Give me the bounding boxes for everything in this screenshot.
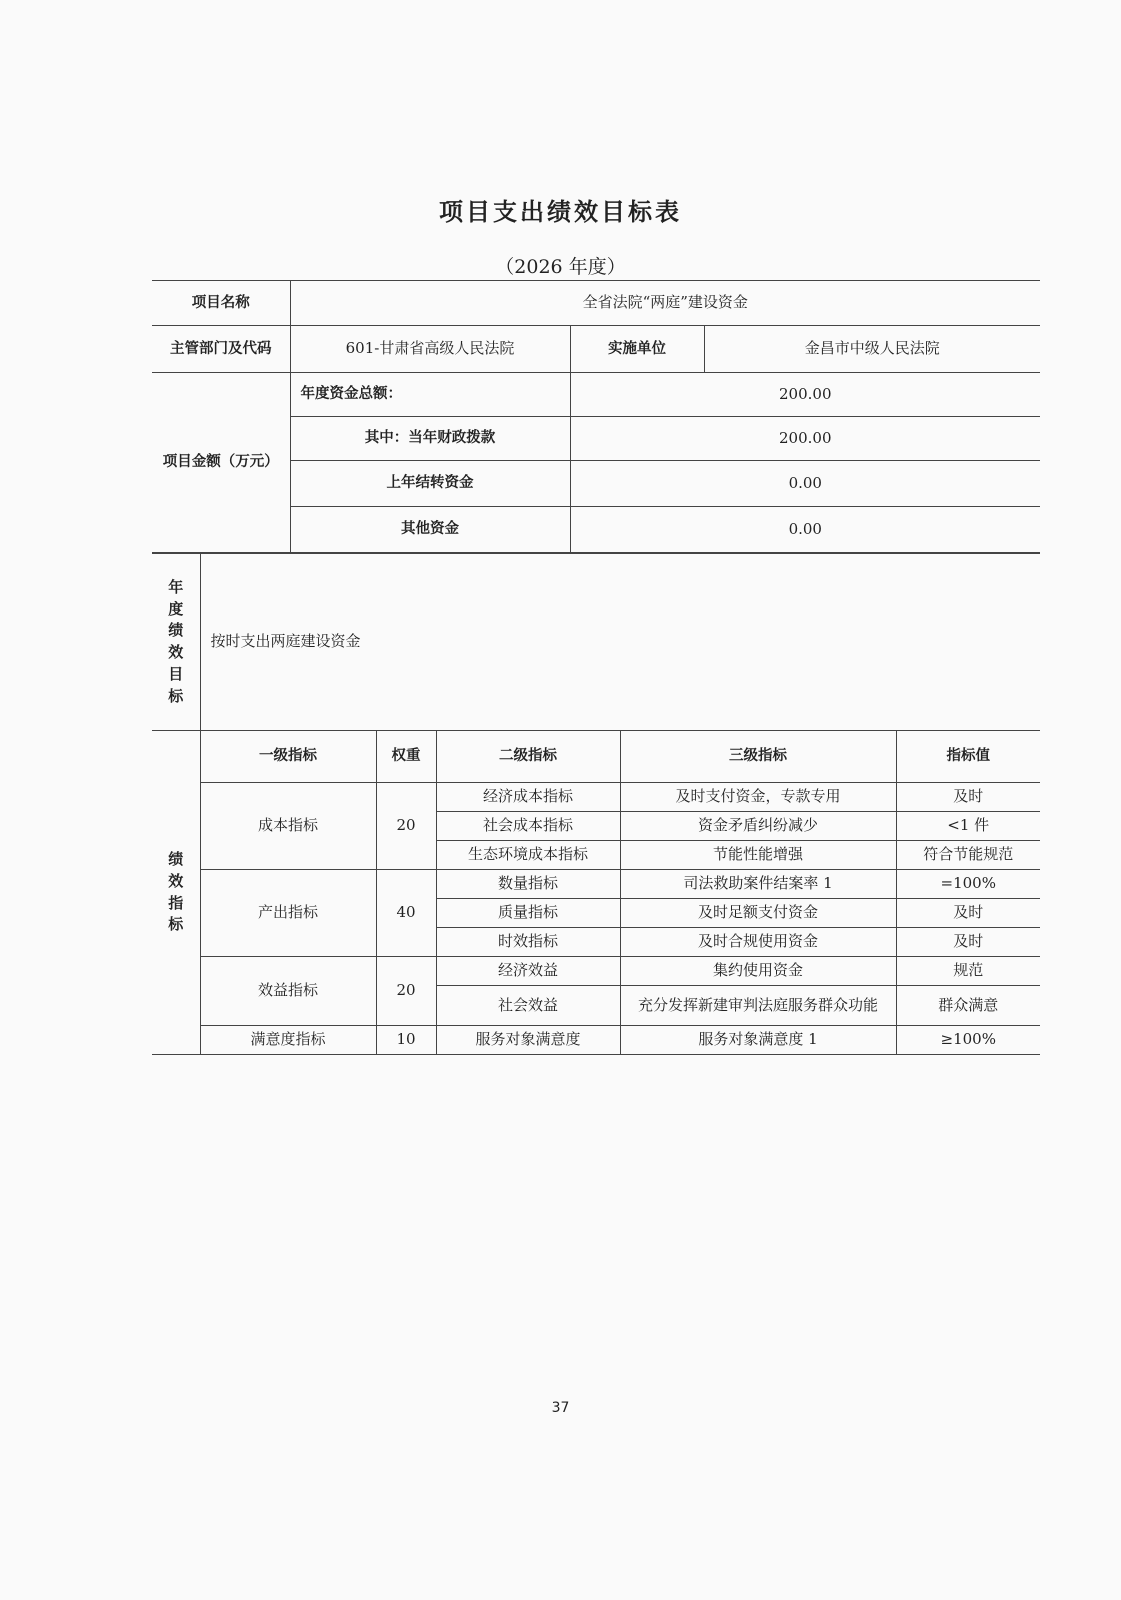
kpi-value: ≥100% [896,1026,1040,1055]
kpi-side-label-char: 绩 [168,850,184,868]
annual-goal-label-char: 效 [168,643,184,661]
kpi-header-cell: 一级指标 [200,731,376,783]
kpi-row [152,870,1040,899]
kpi-level3: 集约使用资金 [620,957,896,986]
kpi-value: 规范 [896,957,1040,986]
kpi-level2: 社会成本指标 [436,812,620,841]
annual-goal-label-text [156,577,196,708]
amount-carryover-label: 上年结转资金 [290,461,570,507]
amount-carryover-value: 0.00 [570,461,1040,507]
kpi-level3: 节能性能增强 [620,841,896,870]
amount-label: 项目金额（万元） [152,373,290,553]
amount-fiscal-label: 其中：当年财政拨款 [290,417,570,461]
impl-label: 实施单位 [570,326,704,373]
page-number: 37 [551,1400,570,1416]
annual-goal-label-char: 度 [168,599,184,618]
kpi-level3: 资金矛盾纠纷减少 [620,812,896,841]
kpi-level2: 服务对象满意度 [436,1026,620,1055]
kpi-level2: 经济效益 [436,957,620,986]
kpi-level2: 经济成本指标 [436,783,620,812]
amount-total-label: 年度资金总额： [290,373,570,417]
kpi-level3: 充分发挥新建审判法庭服务群众功能 [620,986,896,1026]
project-info-table [152,280,1040,553]
amount-total-value: 200.00 [570,373,1040,417]
page-title: 项目支出绩效目标表 [439,198,682,226]
amount-fiscal-value: 200.00 [570,417,1040,461]
kpi-side-label-char: 效 [168,871,184,890]
kpi-value: 及时 [896,783,1040,812]
kpi-level2: 数量指标 [436,870,620,899]
annual-goal-label-char: 年 [168,577,184,596]
kpi-level1: 满意度指标 [200,1026,376,1055]
kpi-level1: 产出指标 [200,870,376,957]
annual-goal-label-char: 标 [168,686,184,705]
kpi-side-label [152,731,200,1055]
year-subtitle: （2026 年度） [495,256,626,278]
kpi-level1: 效益指标 [200,957,376,1026]
kpi-value: =100% [896,870,1040,899]
kpi-level3: 服务对象满意度 1 [620,1026,896,1055]
dept-label: 主管部门及代码 [152,326,290,373]
kpi-value: 群众满意 [896,986,1040,1026]
project-name-label: 项目名称 [152,281,290,326]
annual-goal-table [152,553,1040,731]
impl-value: 金昌市中级人民法院 [704,326,1040,373]
kpi-header-cell: 二级指标 [436,731,620,783]
annual-goal-text: 按时支出两庭建设资金 [200,554,1040,731]
kpi-value: 及时 [896,899,1040,928]
annual-goal-label-char: 绩 [168,621,184,640]
kpi-weight: 20 [376,783,436,870]
kpi-header-cell: 权重 [376,731,436,783]
kpi-row [152,783,1040,812]
kpi-header-cell: 三级指标 [620,731,896,783]
kpi-level3: 及时支付资金，专款专用 [620,783,896,812]
kpi-side-label-char: 标 [168,915,184,934]
dept-value: 601-甘肃省高级人民法院 [290,326,570,373]
kpi-row [152,1026,1040,1055]
annual-goal-label-char: 目 [168,664,184,683]
kpi-weight: 20 [376,957,436,1026]
kpi-level1: 成本指标 [200,783,376,870]
kpi-level2: 质量指标 [436,899,620,928]
project-name-value: 全省法院“两庭”建设资金 [290,281,1040,326]
kpi-table [152,730,1040,1055]
amount-other-value: 0.00 [570,507,1040,553]
kpi-value: 符合节能规范 [896,841,1040,870]
annual-goal-label [152,554,200,731]
kpi-level2: 时效指标 [436,928,620,957]
kpi-level3: 及时足额支付资金 [620,899,896,928]
kpi-level2: 社会效益 [436,986,620,1026]
kpi-level3: 及时合规使用资金 [620,928,896,957]
kpi-row [152,957,1040,986]
kpi-weight: 10 [376,1026,436,1055]
kpi-level2: 生态环境成本指标 [436,841,620,870]
kpi-value: <1 件 [896,812,1040,841]
kpi-header-cell: 指标值 [896,731,1040,783]
kpi-level3: 司法救助案件结案率 1 [620,870,896,899]
amount-other-label: 其他资金 [290,507,570,553]
kpi-weight: 40 [376,870,436,957]
kpi-value: 及时 [896,928,1040,957]
kpi-side-label-char: 指 [168,893,184,912]
